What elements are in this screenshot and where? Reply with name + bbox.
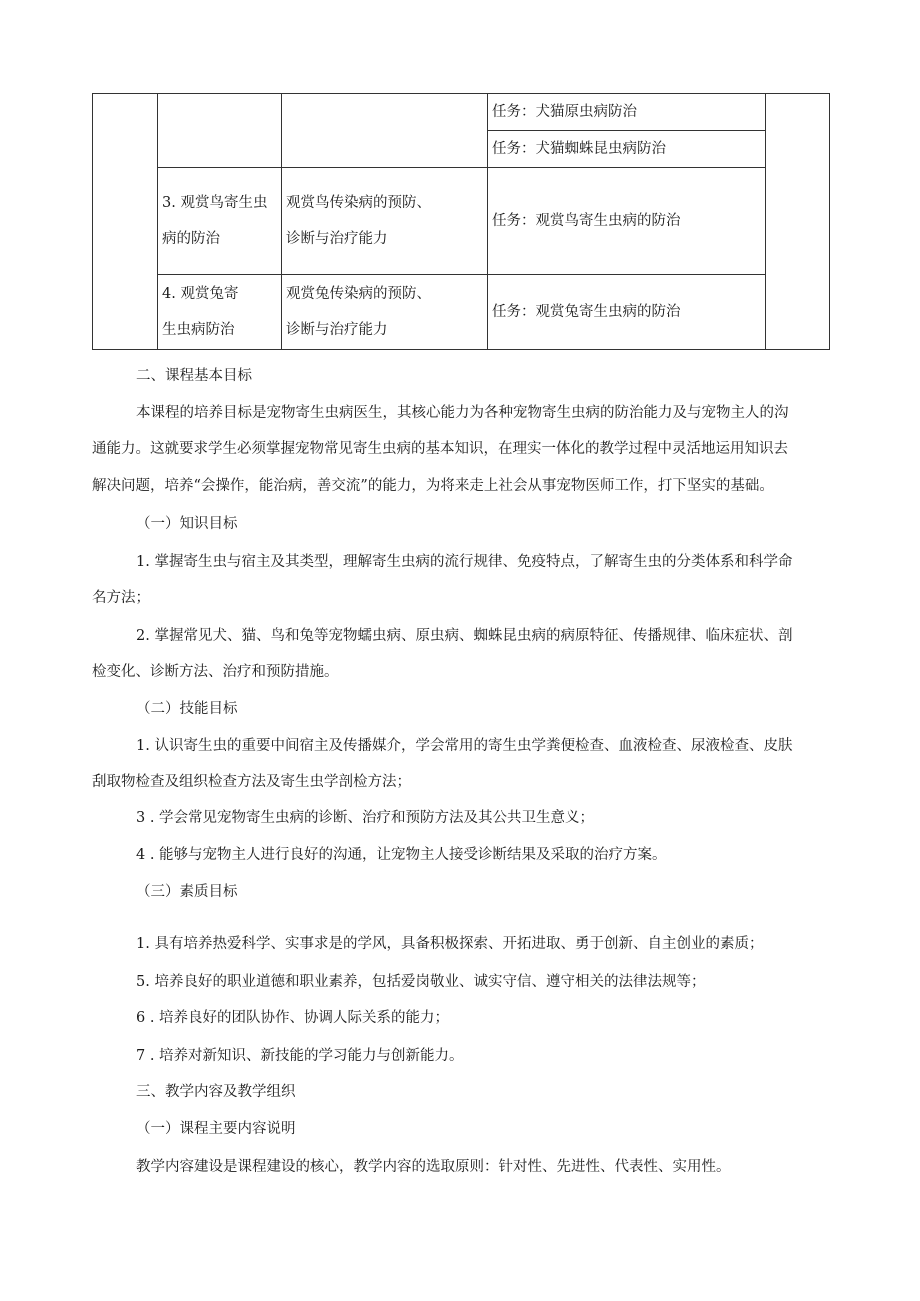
list-item: 1. 认识寄生虫的重要中间宿主及传播媒介，学会常用的寄生虫学粪便检查、血液检查、尿液检查、皮肤 (136, 738, 793, 754)
list-item: 2. 掌握常见犬、猫、鸟和兔等宠物蠕虫病、原虫病、蜘蛛昆虫病的病原特征、传播规律、临床症状、剖 (136, 628, 793, 644)
ability-line: 诊断与治疗能力 (286, 322, 388, 338)
table-row (93, 94, 830, 131)
table-cell-task: 任务：犬猫蜘蛛昆虫病防治 (488, 131, 766, 168)
course-table (92, 93, 830, 350)
list-item: 3 . 学会常见宠物寄生虫病的诊断、治疗和预防方法及其公共卫生意义； (136, 810, 595, 826)
list-item: 7 . 培养对新知识、新技能的学习能力与创新能力。 (136, 1048, 464, 1064)
ability-line: 观赏兔传染病的预防、 (286, 286, 431, 302)
list-item: 4 . 能够与宠物主人进行良好的沟通，让宠物主人接受诊断结果及采取的治疗方案。 (136, 847, 667, 863)
table-cell-ability (282, 94, 488, 168)
list-item-continued: 名方法； (92, 590, 150, 606)
list-item-continued: 刮取物检查及组织检查方法及寄生虫学剖检方法； (92, 774, 411, 790)
list-item-continued: 检变化、诊断方法、治疗和预防措施。 (92, 664, 339, 680)
paragraph-line: 解决问题，培养“会操作，能治病，善交流”的能力，为将来走上社会从事宠物医师工作，打下坚实的基础。 (92, 478, 774, 494)
ability-line: 诊断与治疗能力 (286, 231, 388, 247)
section-heading: 二、课程基本目标 (136, 368, 252, 384)
paragraph-line: 教学内容建设是课程建设的核心，教学内容的选取原则：针对性、先进性、代表性、实用性。 (136, 1159, 731, 1175)
paragraph-line: 通能力。这就要求学生必须掌握宠物常见寄生虫病的基本知识，在理实一体化的教学过程中灵活地运用知识去 (92, 441, 788, 457)
module-line: 3. 观赏鸟寄生虫 (162, 195, 268, 211)
table-row (93, 275, 830, 350)
list-item: 1. 具有培养热爱科学、实事求是的学风，具备积极探索、开拓进取、勇于创新、自主创业的素质； (136, 936, 764, 952)
table-cell-task: 任务：观赏鸟寄生虫病的防治 (488, 168, 766, 275)
table-cell-task: 任务：犬猫原虫病防治 (488, 94, 766, 131)
table-cell-module (158, 275, 282, 350)
module-line: 4. 观赏兔寄 (162, 286, 239, 302)
subsection-heading: （一）知识目标 (136, 516, 238, 532)
subsection-heading: （一）课程主要内容说明 (136, 1121, 296, 1137)
table-cell-task: 任务：观赏兔寄生虫病的防治 (488, 275, 766, 350)
section-heading: 三、教学内容及教学组织 (136, 1084, 296, 1100)
subsection-heading: （二）技能目标 (136, 701, 238, 717)
module-line: 病的防治 (162, 231, 220, 247)
subsection-heading: （三）素质目标 (136, 884, 238, 900)
table-cell-ability (282, 275, 488, 350)
table-cell-ability (282, 168, 488, 275)
ability-line: 观赏鸟传染病的预防、 (286, 195, 431, 211)
table-cell-module (158, 94, 282, 168)
table-cell-blank-right (766, 94, 830, 350)
list-item: 6 . 培养良好的团队协作、协调人际关系的能力； (136, 1010, 450, 1026)
table-cell-module (158, 168, 282, 275)
module-line: 生虫病防治 (162, 322, 235, 338)
paragraph-line: 本课程的培养目标是宠物寄生虫病医生，其核心能力为各种宠物寄生虫病的防治能力及与宠物主人的沟 (136, 405, 789, 421)
table-row (93, 168, 830, 275)
table-cell-blank-left (93, 94, 158, 350)
list-item: 1. 掌握寄生虫与宿主及其类型，理解寄生虫病的流行规律、免疫特点，了解寄生虫的分类体系和科学命 (136, 554, 793, 570)
list-item: 5. 培养良好的职业道德和职业素养，包括爱岗敬业、诚实守信、遵守相关的法律法规等； (136, 974, 706, 990)
